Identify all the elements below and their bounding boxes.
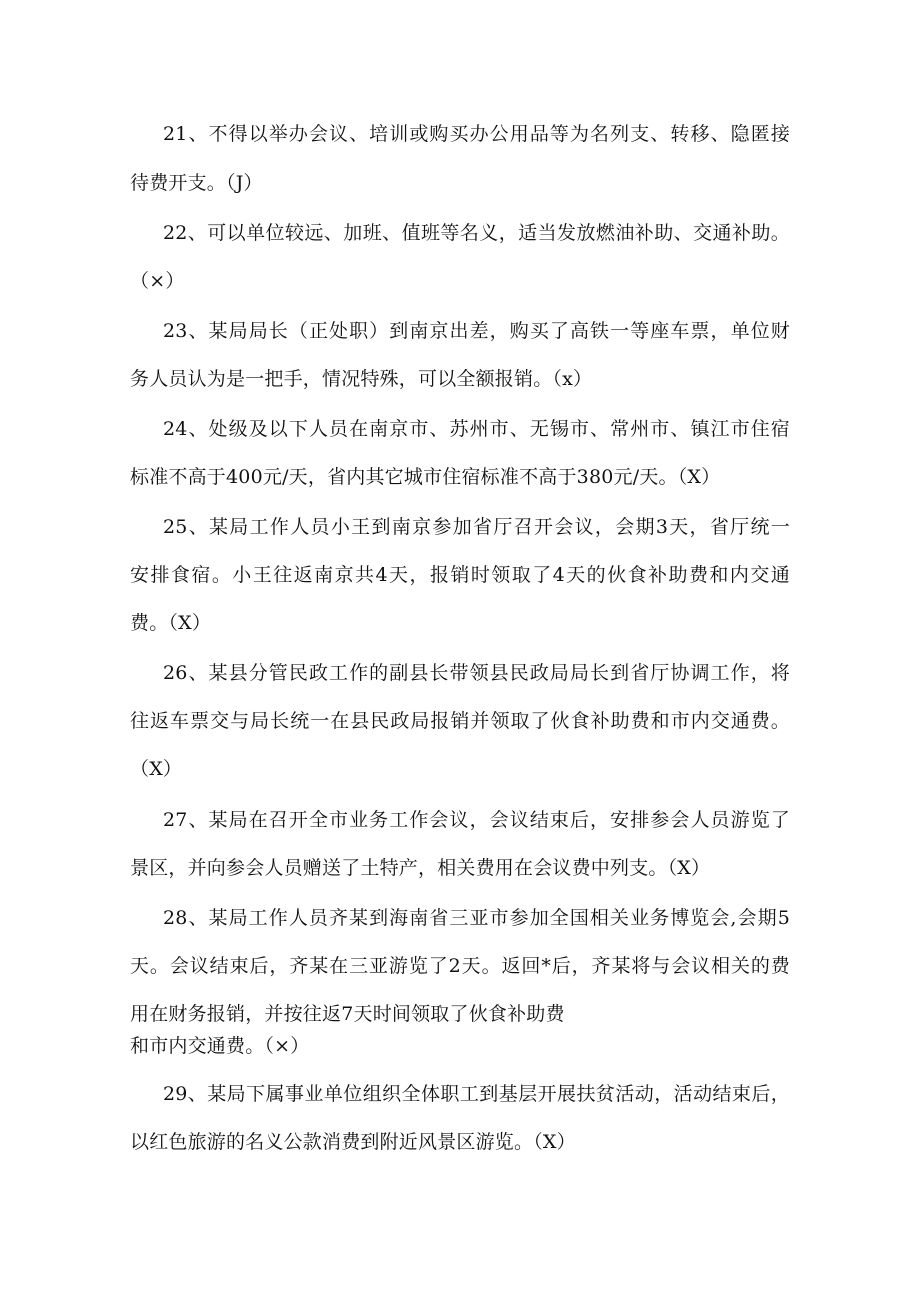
question-25-line-1: 25、某局工作人员小王到南京参加省厅召开会议，会期3天，省厅统一 [163,516,790,538]
question-25-line-2: 安排食宿。小王往返南京共4天，报销时领取了4天的伙食补助费和内交通 [130,564,790,586]
question-27-line-2: 景区，并向参会人员赠送了土特产，相关费用在会议费中列支。（X） [130,857,711,879]
question-23-line-2: 务人员认为是一把手，情况特殊，可以全额报销。（x） [130,368,593,390]
question-28-line-2: 天。会议结束后，齐某在三亚游览了2天。返回*后，齐某将与会议相关的费 [130,955,790,977]
question-21-line-1: 21、不得以举办会议、培训或购买办公用品等为名列支、转移、隐匿接 [163,123,790,145]
question-26-line-3: （X） [130,758,183,780]
question-23-line-1: 23、某局局长（正处职）到南京出差，购买了高铁一等座车票，单位财 [163,320,790,342]
question-22-line-1: 22、可以单位较远、加班、值班等名义，适当发放燃油补助、交通补助。 [163,222,790,244]
question-28-line-3: 用在财务报销，并按往返7天时间领取了伙食补助费 [130,1003,565,1025]
question-24-line-2: 标准不高于400元/天，省内其它城市住宿标准不高于380元/天。（X） [130,466,721,488]
question-29-line-2: 以红色旅游的名义公款消费到附近风景区游览。（X） [130,1131,576,1153]
question-26-line-1: 26、某县分管民政工作的副县长带领县民政局局长到省厅协调工作，将 [163,662,790,684]
question-24-line-1: 24、处级及以下人员在南京市、苏州市、无锡市、常州市、镇江市住宿 [163,418,790,440]
question-27-line-1: 27、某局在召开全市业务工作会议，会议结束后，安排参会人员游览了 [163,809,790,831]
question-29-line-1: 29、某局下属事业单位组织全体职工到基层开展扶贫活动，活动结束后， [163,1083,790,1105]
question-26-line-2: 往返车票交与局长统一在县民政局报销并领取了伙食补助费和市内交通费。 [130,710,790,732]
question-25-line-3: 费。（X） [130,612,212,634]
question-21-line-2: 待费开支。（J） [130,172,263,194]
question-22-line-2: （×） [130,270,185,292]
question-28-line-1: 28、某局工作人员齐某到海南省三亚市参加全国相关业务博览会,会期5 [163,907,790,929]
question-28-line-4: 和市内交通费。（×） [130,1035,310,1057]
